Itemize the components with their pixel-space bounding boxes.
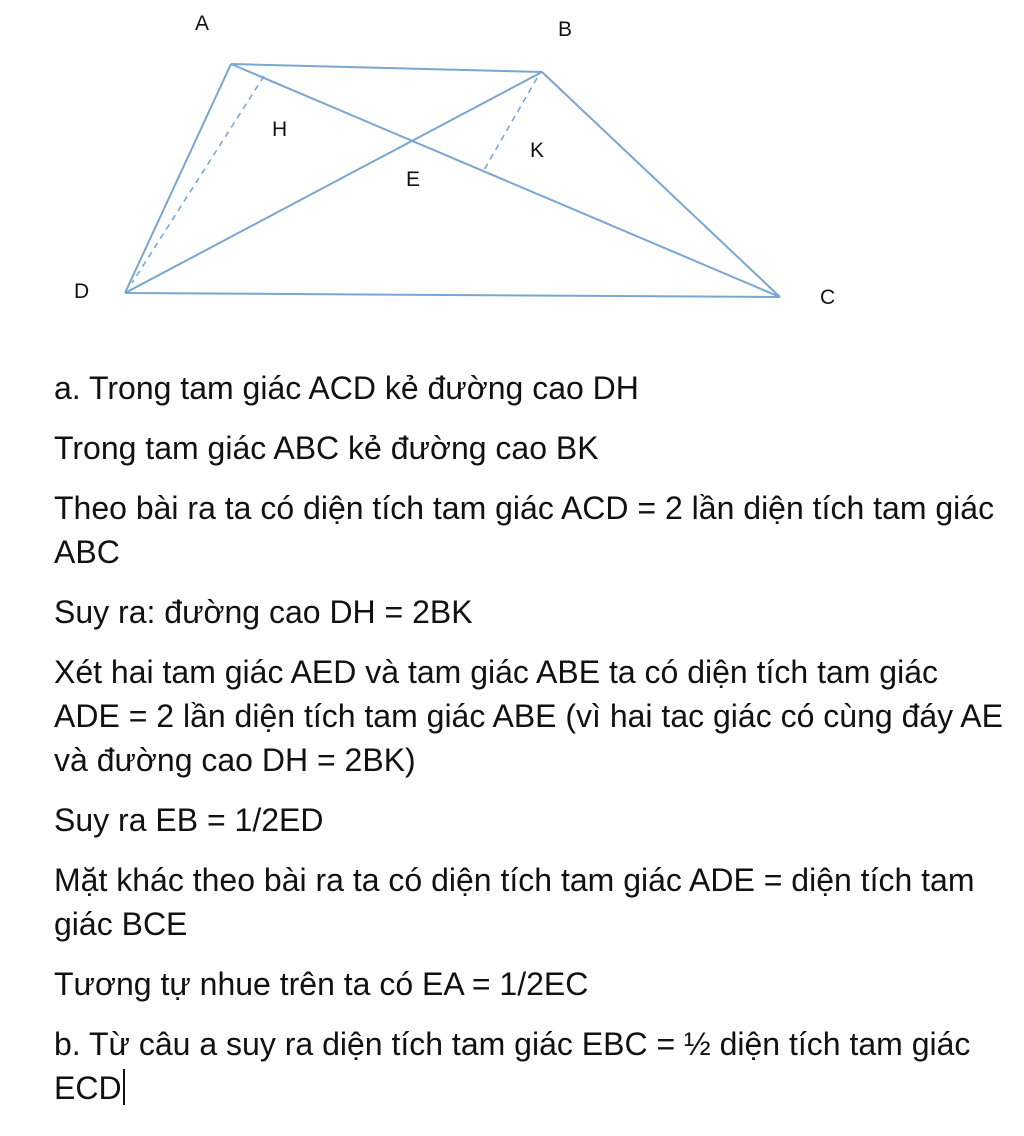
solution-text	[54, 366, 1004, 1126]
paragraph-dh-2bk: Suy ra: đường cao DH = 2BK	[54, 594, 473, 630]
point-label-k: K	[530, 139, 545, 162]
altitude-dh	[132, 76, 264, 283]
paragraph-ade-bce: Mặt khác theo bài ra ta có diện tích tam giác ADE = diện tích tam giác BCE	[54, 862, 975, 942]
diagonal-ac	[231, 64, 780, 297]
segment-dc	[125, 293, 780, 297]
paragraph-area-ratio: Theo bài ra ta có diện tích tam giác ACD = 2 lần diện tích tam giác ABC	[54, 490, 995, 570]
segment-bc	[542, 72, 780, 297]
segment-ab	[231, 64, 542, 72]
segment-ad	[125, 64, 231, 293]
paragraph-part-a-dh: a. Trong tam giác ACD kẻ đường cao DH	[54, 370, 639, 406]
paragraph-part-b-text: b. Từ câu a suy ra diện tích tam giác EBC = ½ diện tích tam giác ECD	[54, 1026, 971, 1106]
point-label-h: H	[272, 118, 288, 141]
paragraph-ea-ec: Tương tự nhue trên ta có EA = 1/2EC	[54, 966, 589, 1002]
paragraph-part-b[interactable]	[54, 1022, 1004, 1110]
point-label-c: C	[820, 286, 836, 309]
paragraph-eb-ed: Suy ra EB = 1/2ED	[54, 802, 324, 838]
paragraph-aed-abe: Xét hai tam giác AED và tam giác ABE ta có diện tích tam giác ADE = 2 lần diện tích tam giác ABE (vì hai tac giác có cùng đáy AE và đường cao DH = 2BK)	[54, 654, 1003, 778]
point-label-d: D	[74, 280, 90, 303]
diagonal-bd	[125, 72, 545, 293]
paragraph-bk: Trong tam giác ABC kẻ đường cao BK	[54, 430, 599, 466]
point-label-b: B	[558, 18, 573, 41]
point-label-a: A	[195, 12, 210, 35]
text-cursor	[123, 1069, 125, 1105]
trapezoid-figure	[0, 0, 1024, 340]
point-label-e: E	[406, 168, 421, 191]
